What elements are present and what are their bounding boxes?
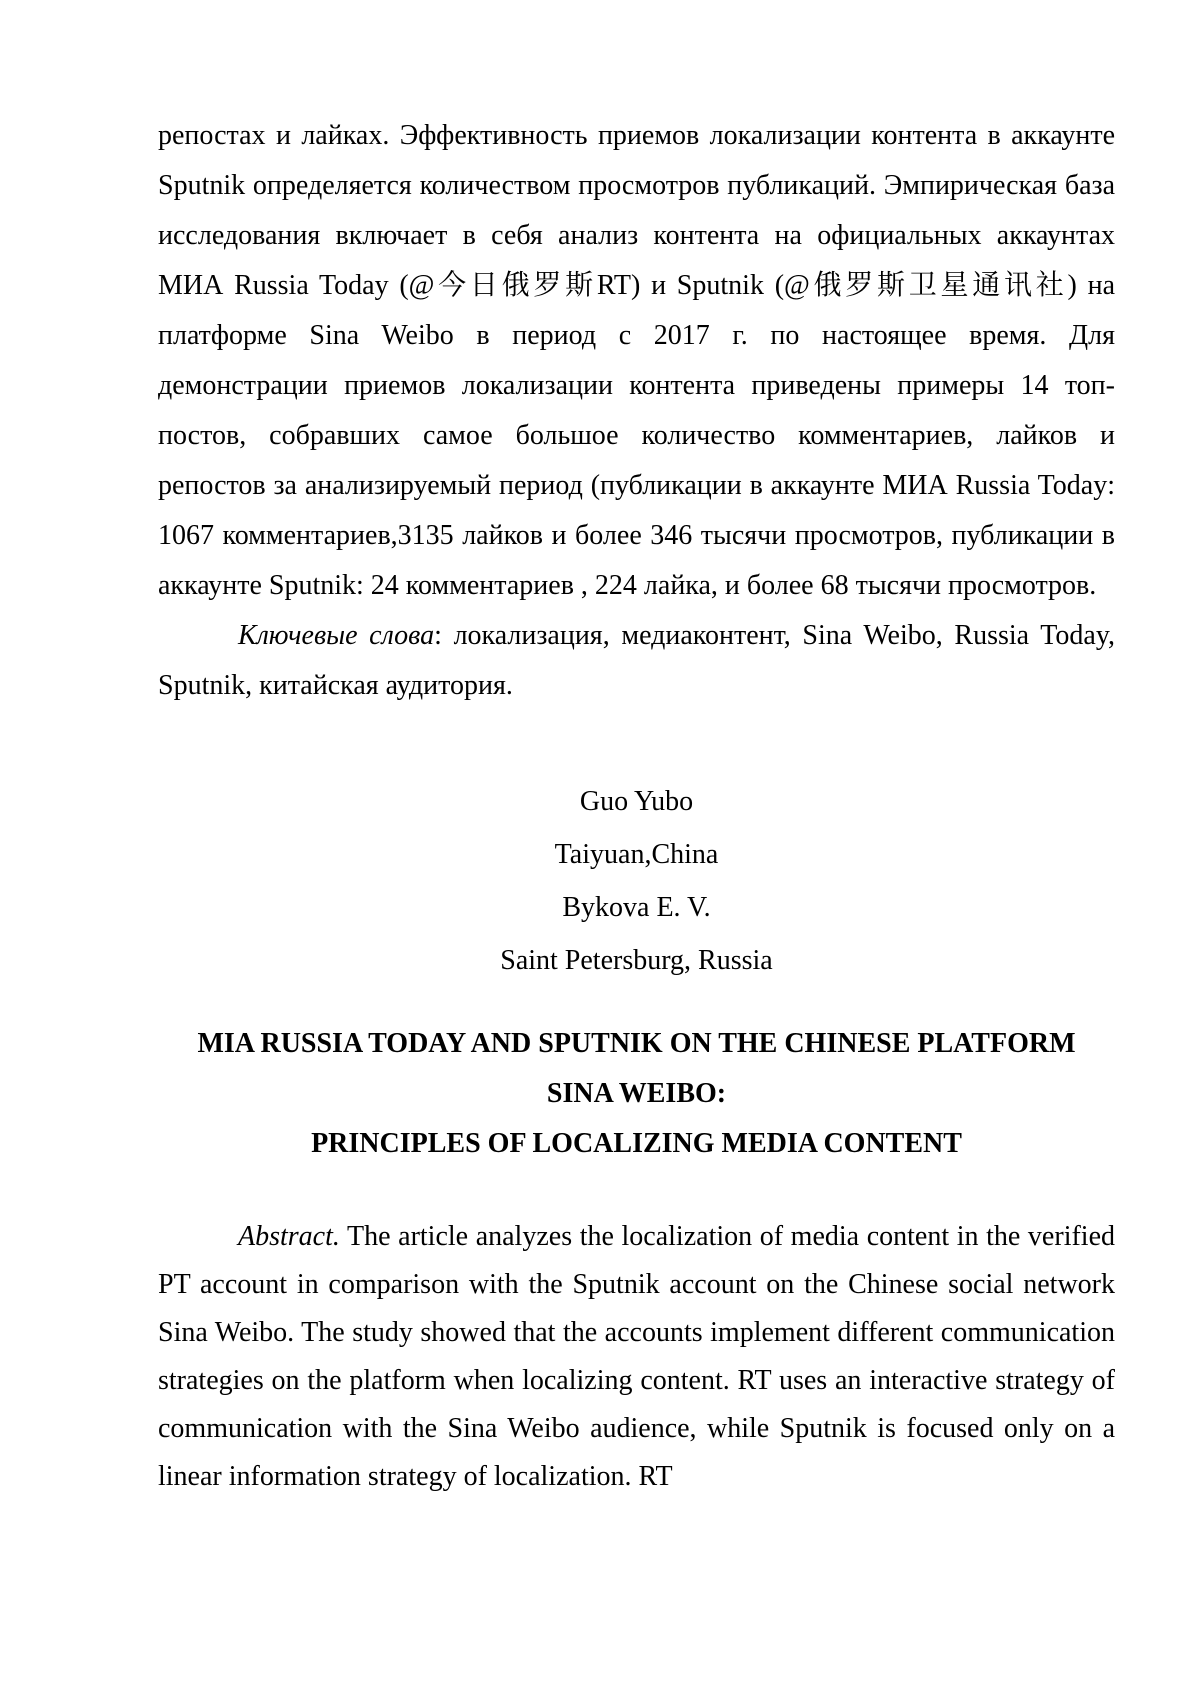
russian-abstract-text: репостах и лайках. Эффективность приемов локализации контента в аккаунте Sputnik определяется количеством просмотров публикаций. Эмпирическая база исследования включает в себя анализ контента на официальных аккаунтах МИА Russia Today (@今日俄罗斯RT) и Sputnik (@俄罗斯卫星通讯社) на платформе Sina Weibo в период с 2017 г. по настоящее время. Для демонстрации приемов локализации контента приведены примеры 14 топ-постов, собравших самое большое количество комментариев, лайков и репостов за анализируемый период (публикации в аккаунте МИА Russia Today: 1067 комментариев,3135 лайков и более 346 тысячи просмотров, публикации в аккаунте Sputnik: 24 комментариев , 224 лайка, и более 68 тысячи просмотров. [158,120,1115,601]
authors-block [158,775,1115,987]
author-affiliation: Taiyuan,China [554,839,719,870]
article-title [158,1019,1115,1169]
keywords-label: Ключевые слова [238,620,435,651]
abstract-label: Abstract. [238,1221,340,1252]
english-abstract-paragraph [158,1213,1115,1501]
keywords-paragraph [158,611,1115,711]
keywords-text: : локализация, медиаконтент, Sina Weibo, Russia Today, Sputnik, китайская аудитория. [158,620,1116,701]
author-name: Guo Yubo [579,786,694,817]
title-line-2: SINA WEIBO: [546,1078,727,1109]
abstract-text: The article analyzes the localization of media content in the verified PT account in comparison with the Sputnik account on the Chinese social network Sina Weibo. The study showed that the accounts implement different communication strategies on the platform when localizing content. RT uses an interactive strategy of communication with the Sina Weibo audience, while Sputnik is focused only on a linear information strategy of localization. RT [158,1221,1115,1492]
russian-abstract-paragraph [158,111,1115,611]
title-line-1: MIA RUSSIA TODAY AND SPUTNIK ON THE CHINESE PLATFORM [197,1028,1076,1059]
title-line-3: PRINCIPLES OF LOCALIZING MEDIA CONTENT [311,1128,962,1159]
author-name: Bykova E. V. [562,892,711,923]
author-affiliation: Saint Petersburg, Russia [500,945,773,976]
